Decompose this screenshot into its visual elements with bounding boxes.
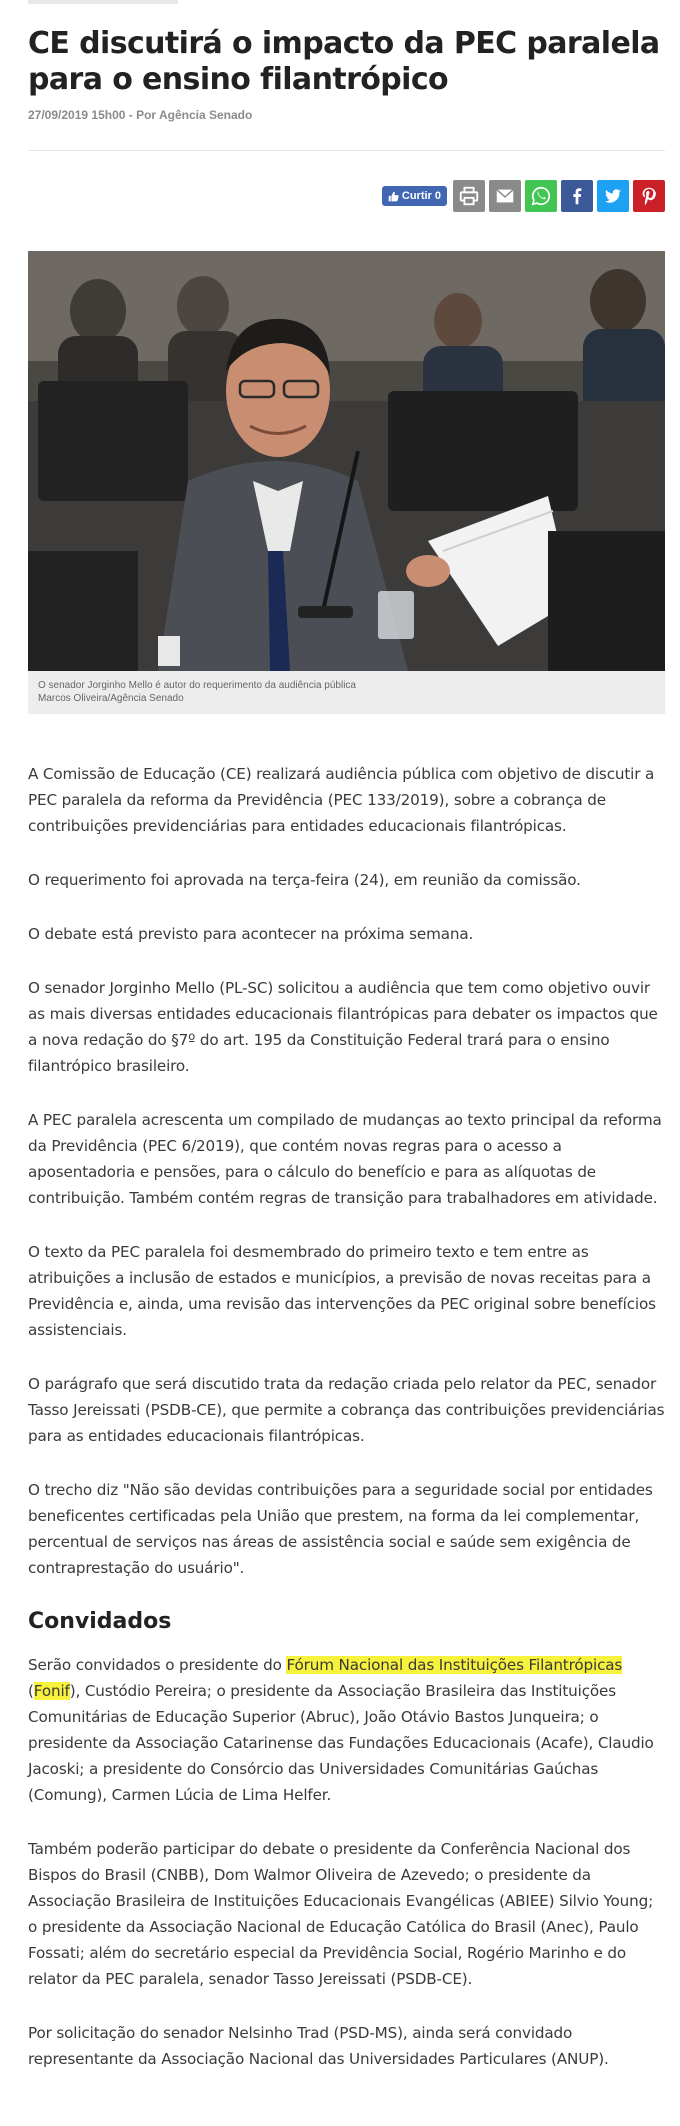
twitter-share-button[interactable]: [597, 180, 629, 212]
divider: [28, 150, 665, 151]
paragraph: O senador Jorginho Mello (PL-SC) solicitou a audiência que tem como objetivo ouvir as mais diversas entidades educacionais filantrópicas para debater os impactos que a nova redação do §7º do art. 195 da Constituição Federal trará para o ensino filantrópico brasileiro.: [28, 979, 658, 1075]
pinterest-share-button[interactable]: [633, 180, 665, 212]
paragraph: O texto da PEC paralela foi desmembrado do primeiro texto e tem entre as atribuições a inclusão de estados e municípios, a previsão de novas receitas para a Previdência e, ainda, uma revisão das intervenções da PEC original sobre benefícios assistenciais.: [28, 1243, 656, 1339]
email-button[interactable]: [489, 180, 521, 212]
section-heading: Convidados: [28, 1609, 172, 1634]
email-icon: [494, 185, 516, 207]
twitter-icon: [602, 185, 624, 207]
paragraph: O requerimento foi aprovada na terça-feira (24), em reunião da comissão.: [28, 871, 581, 889]
paragraph-invitees: [28, 1652, 665, 1808]
article-body: [28, 761, 665, 2100]
like-label: Curtir 0: [401, 190, 441, 202]
article-figure: [28, 251, 665, 714]
paragraph: Também poderão participar do debate o presidente da Conferência Nacional dos Bispos do Brasil (CNBB), Dom Walmor Oliveira de Azevedo; o presidente da Associação Brasileira de Instituições Educacionais Evangélicas (ABIEE) Silvio Young; o presidente da Associação Nacional de Educação Católica do Brasil (Anec), Paulo Fossati; além do secretário especial da Previdência Social, Rogério Marinho e do relator da PEC paralela, senador Tasso Jereissati (PSDB-CE).: [28, 1840, 654, 1988]
text-span: ), Custódio Pereira; o presidente da Associação Brasileira das Instituições Comunitárias de Educação Superior (Abruc), João Otávio Bastos Junqueira; o presidente da Associação Catarinense das Fundações Educacionais (Acafe), Claudio Jacoski; a presidente do Consórcio das Universidades Comunitárias Gaúchas (Comung), Carmen Lúcia de Lima Helfer.: [28, 1682, 654, 1804]
paragraph: O parágrafo que será discutido trata da redação criada pelo relator da PEC, senador Tasso Jereissati (PSDB-CE), que permite a cobrança das contribuições previdenciárias para as entidades educacionais filantrópicas.: [28, 1375, 665, 1445]
print-button[interactable]: [453, 180, 485, 212]
article-meta: 27/09/2019 15h00 - Por Agência Senado: [28, 108, 253, 122]
paragraph: O trecho diz "Não são devidas contribuições para a seguridade social por entidades beneficentes certificadas pela União que prestem, na forma da lei complementar, percentual de serviços nas áreas de assistência social e saúde sem exigência de contraprestação do usuário".: [28, 1481, 653, 1577]
article-photo: [28, 251, 665, 671]
caption-text: O senador Jorginho Mello é autor do requerimento da audiência pública: [38, 680, 356, 691]
facebook-share-button[interactable]: [561, 180, 593, 212]
text-span: (: [28, 1682, 34, 1700]
facebook-icon: [566, 185, 588, 207]
text-span: Serão convidados o presidente do: [28, 1656, 287, 1674]
highlight-fonif-acronym: Fonif: [33, 1682, 70, 1700]
whatsapp-button[interactable]: [525, 180, 557, 212]
paragraph: A PEC paralela acrescenta um compilado de mudanças ao texto principal da reforma da Previdência (PEC 6/2019), que contém novas regras para o acesso a aposentadoria e pensões, para o cálculo do benefício e para as alíquotas de contribuição. Também contém regras de transição para trabalhadores em atividade.: [28, 1111, 662, 1207]
paragraph: A Comissão de Educação (CE) realizará audiência pública com objetivo de discutir a PEC paralela da reforma da Previdência (PEC 133/2019), sobre a cobrança de contribuições previdenciárias para entidades educacionais filantrópicas.: [28, 765, 655, 835]
highlight-fonif-name: Fórum Nacional das Instituições Filantrópicas: [286, 1656, 623, 1674]
pinterest-icon: [638, 185, 660, 207]
top-strip: [28, 0, 178, 4]
thumbs-up-icon: [388, 191, 399, 202]
article-title: CE discutirá o impacto da PEC paralela para o ensino filantrópico: [28, 26, 660, 97]
article: [28, 26, 665, 2068]
paragraph: Por solicitação do senador Nelsinho Trad (PSD-MS), ainda será convidado representante da Associação Nacional das Universidades Particulares (ANUP).: [28, 2024, 609, 2068]
whatsapp-icon: [530, 185, 552, 207]
facebook-like-button[interactable]: [382, 186, 447, 206]
print-icon: [458, 185, 480, 207]
share-bar: [382, 180, 665, 212]
caption-credit: Marcos Oliveira/Agência Senado: [38, 693, 184, 704]
photo-caption: [28, 671, 665, 714]
paragraph: O debate está previsto para acontecer na próxima semana.: [28, 925, 474, 943]
